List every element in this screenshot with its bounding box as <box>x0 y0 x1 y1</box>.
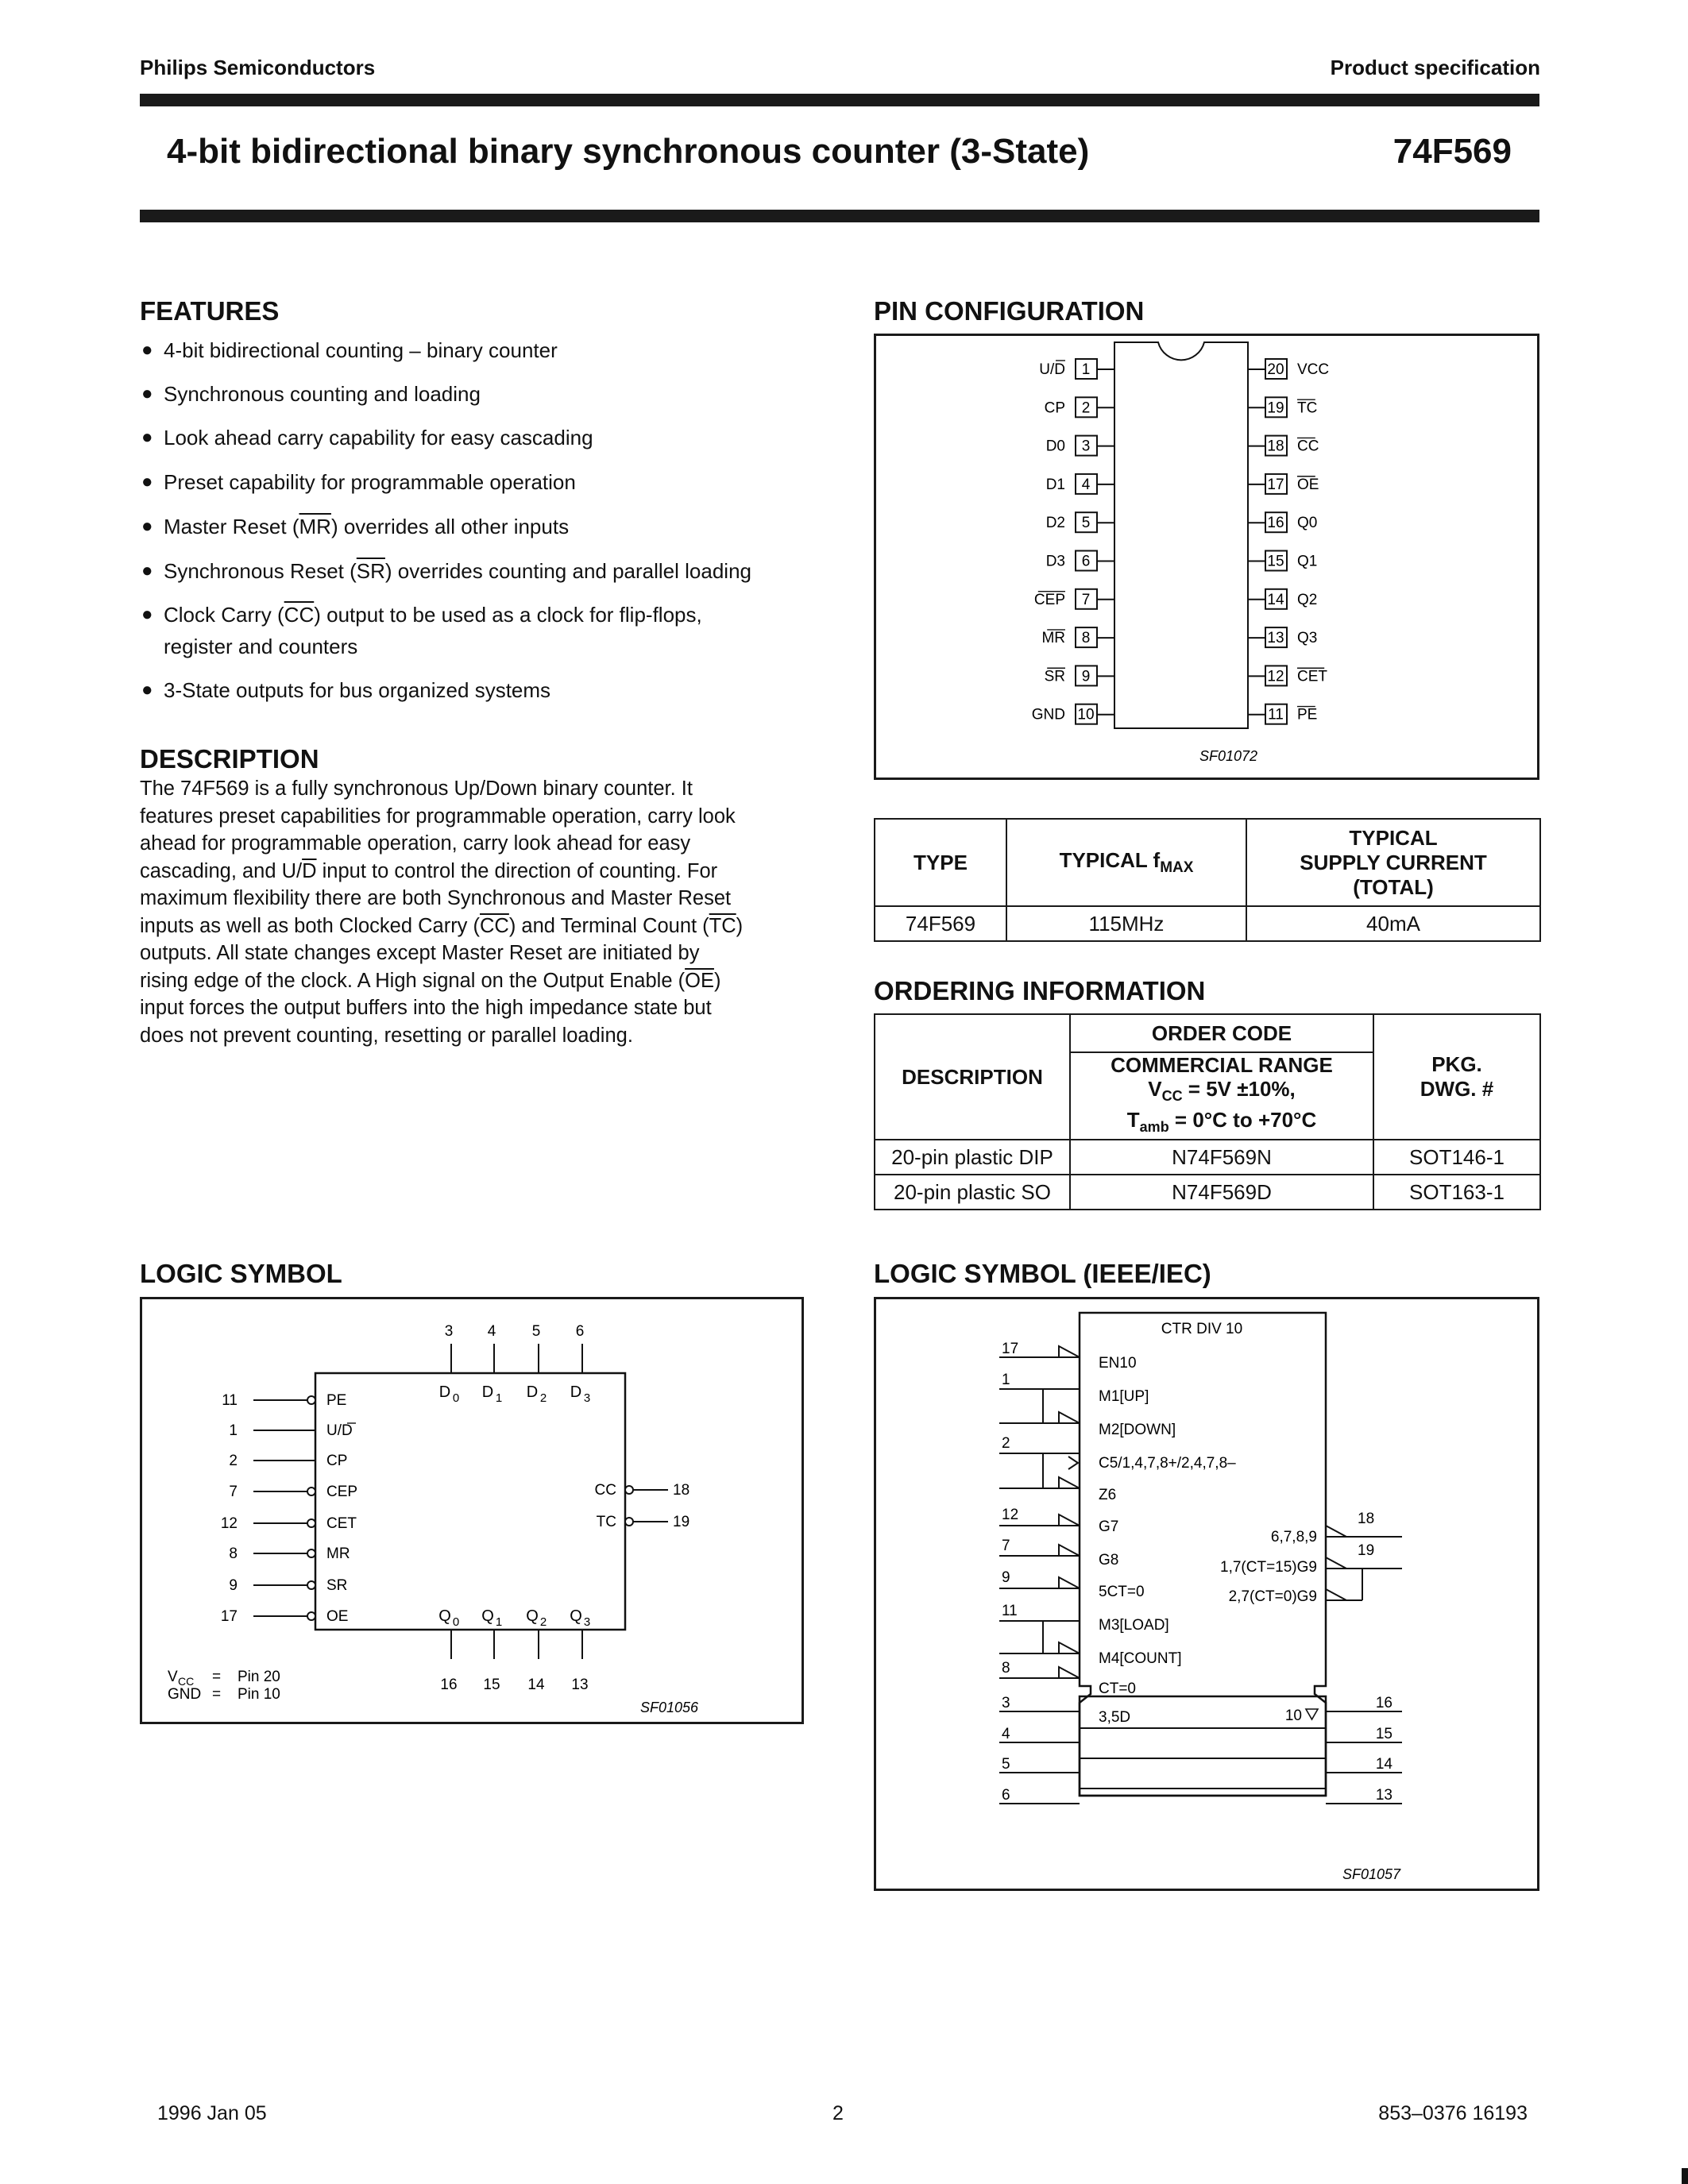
pin-label: D <box>438 1383 451 1401</box>
polarity-indicator <box>1059 1412 1080 1423</box>
pin-label: D <box>570 1383 582 1401</box>
pin-label: Q2 <box>1297 591 1318 608</box>
ieee-label: CT=0 <box>1099 1680 1136 1697</box>
corner-mark <box>1682 2168 1688 2184</box>
polarity-indicator <box>1326 1526 1346 1537</box>
description-line: inputs as well as both Clocked Carry $(\overline{CC})$ and Terminal Count $(\overline{TC})$ <box>140 914 744 937</box>
ieee-output-label: 6,7,8,9 <box>1270 1529 1317 1545</box>
ic-body <box>1114 342 1248 728</box>
pin-config-heading: PIN CONFIGURATION <box>874 296 1145 326</box>
bullet-icon: ● <box>141 471 153 492</box>
ordering-row-code: N74F569N <box>1070 1140 1373 1175</box>
pin-number: 15 <box>483 1677 500 1693</box>
clock-indicator <box>1068 1457 1078 1469</box>
power-equals: = <box>212 1686 222 1703</box>
pin-subscript: 3 <box>583 1615 591 1629</box>
supply-current-header: TYPICAL SUPPLY CURRENT (TOTAL) <box>1246 819 1540 906</box>
ordering-table <box>874 1013 1541 1210</box>
description-heading: DESCRIPTION <box>140 744 319 774</box>
figure-id: SF01056 <box>639 1700 698 1715</box>
logic-symbol-diagram <box>142 1299 802 1722</box>
pin-label: MR <box>326 1545 350 1562</box>
pin-number: 16 <box>1267 515 1284 532</box>
pin-number: 15 <box>1267 553 1284 570</box>
pin-label: D <box>526 1383 539 1401</box>
pin-config-box <box>874 334 1539 780</box>
pin-number: 17 <box>220 1608 238 1625</box>
bullet-icon: ● <box>141 515 153 537</box>
pin-number: 19 <box>1358 1542 1375 1559</box>
pin-number: 8 <box>1002 1660 1010 1677</box>
pin-label: Q <box>481 1607 494 1625</box>
pin-label: Q <box>570 1607 582 1625</box>
pin-number: 1 <box>1081 361 1091 378</box>
pin-subscript: 3 <box>583 1391 591 1405</box>
ieee-label: M1[UP] <box>1099 1388 1149 1405</box>
pin-label: Q1 <box>1297 553 1318 570</box>
figure-id: SF01072 <box>1199 748 1257 764</box>
commercial-range-header: COMMERCIAL RANGE $V_{CC} = 5V \pm 10\%$, $T_{amb} = 0^\circ C$ to +70°C <box>1070 1052 1373 1140</box>
pin-number: 14 <box>527 1677 545 1693</box>
footer-doc-code: 853–0376 16193 <box>1378 2102 1528 2124</box>
pin-number: 4 <box>1002 1726 1010 1742</box>
ordering-row-desc: 20-pin plastic DIP <box>875 1140 1070 1175</box>
header-rule <box>140 94 1539 106</box>
power-pin: Pin 20 <box>238 1669 280 1685</box>
pin-label: Q <box>526 1607 539 1625</box>
ieee-label: M2[DOWN] <box>1099 1422 1176 1438</box>
pin-number: 6 <box>1081 553 1091 570</box>
block-title: CTR DIV 10 <box>1161 1321 1243 1337</box>
pin-number: 7 <box>1081 591 1091 608</box>
block-body <box>315 1373 625 1630</box>
pin-number: 5 <box>1002 1756 1010 1773</box>
pin-number: 13 <box>571 1677 589 1693</box>
pin-label: D1 <box>1045 476 1065 493</box>
pin-number: 5 <box>1081 515 1091 532</box>
pin-label: D3 <box>1045 553 1065 570</box>
fmax-header: TYPICAL $f_{MAX}$ <box>1006 819 1246 906</box>
pin-number: 12 <box>1267 668 1284 685</box>
ieee-output-label: 2,7(CT=0)G9 <box>1228 1588 1317 1605</box>
pin-number: 9 <box>1002 1569 1010 1586</box>
ieee-label: 5CT=0 <box>1099 1584 1145 1600</box>
supply-current-cell: 40mA <box>1246 906 1540 941</box>
ordering-row-pkg: SOT163-1 <box>1373 1175 1540 1210</box>
pin-number: 19 <box>673 1514 690 1530</box>
ieee-label: C5/1,4,7,8+/2,4,7,8– <box>1099 1455 1236 1472</box>
pin-number: 8 <box>1081 630 1091 647</box>
inversion-bubble <box>307 1612 315 1620</box>
part-number: 74F569 <box>1393 132 1512 171</box>
inversion-bubble <box>307 1519 315 1527</box>
pin-label: VCC <box>1297 361 1330 378</box>
pin-subscript: 0 <box>452 1391 460 1405</box>
pin-label: CP <box>326 1453 348 1469</box>
polarity-indicator <box>1059 1642 1080 1653</box>
pin-number: 7 <box>229 1484 238 1500</box>
pin-subscript: 1 <box>495 1615 503 1629</box>
ordering-row-desc: 20-pin plastic SO <box>875 1175 1070 1210</box>
ieee-symbol-diagram <box>876 1299 1537 1889</box>
pin-label: SR <box>326 1577 348 1594</box>
pin-number: 2 <box>1002 1435 1010 1452</box>
pin-label: D0 <box>1045 438 1065 455</box>
pin-subscript: 2 <box>539 1391 547 1405</box>
pin-number: 11 <box>1002 1603 1018 1619</box>
pin-number: 13 <box>1375 1787 1393 1804</box>
ordering-row-code: N74F569D <box>1070 1175 1373 1210</box>
description-line: does not prevent counting, resetting or parallel loading. <box>140 1024 633 1047</box>
inversion-bubble <box>307 1488 315 1495</box>
type-header: TYPE <box>875 819 1006 906</box>
pin-number: 2 <box>229 1453 238 1469</box>
pin-label: CC <box>594 1482 616 1499</box>
pin-label: OE <box>1297 476 1319 493</box>
pin-number: 18 <box>673 1482 690 1499</box>
inversion-bubble <box>307 1396 315 1404</box>
ieee-label: M3[LOAD] <box>1099 1617 1169 1634</box>
bullet-icon: ● <box>141 339 153 361</box>
pin-label: U/D <box>1039 361 1065 378</box>
polarity-indicator <box>1059 1545 1080 1556</box>
ieee-label: G7 <box>1099 1518 1119 1535</box>
pin-label: MR <box>1041 630 1065 647</box>
title-rule <box>140 210 1539 222</box>
pin-number: 17 <box>1267 476 1284 493</box>
description-line: input forces the output buffers into the high impedance state but <box>140 997 712 1019</box>
pin-number: 3 <box>444 1323 454 1340</box>
pin-label: PE <box>1297 706 1318 723</box>
pin-label: CEP <box>1033 591 1065 608</box>
inversion-bubble <box>625 1486 633 1494</box>
pin-number: 2 <box>1081 399 1091 417</box>
footer-page-number: 2 <box>832 2102 844 2124</box>
bullet-icon: ● <box>141 426 153 448</box>
pin-label: CET <box>1297 668 1327 685</box>
pkg-header: PKG. DWG. # <box>1373 1014 1540 1140</box>
features-heading: FEATURES <box>140 296 280 326</box>
footer-date: 1996 Jan 05 <box>157 2102 267 2124</box>
type-cell: 74F569 <box>875 906 1006 941</box>
pin-subscript: 0 <box>452 1615 460 1629</box>
pin-label: PE <box>326 1392 347 1409</box>
pin-number: 13 <box>1267 630 1284 647</box>
pin-number: 11 <box>1268 706 1284 723</box>
pin-number: 4 <box>487 1323 496 1340</box>
pin-number: 16 <box>1375 1695 1393 1711</box>
pin-number: 16 <box>440 1677 458 1693</box>
power-subscript: CC <box>178 1675 195 1688</box>
pin-number: 8 <box>229 1545 238 1562</box>
fmax-cell: 115MHz <box>1006 906 1246 941</box>
ieee-symbol-heading: LOGIC SYMBOL (IEEE/IEC) <box>874 1259 1211 1288</box>
description-line: outputs. All state changes except Master Reset are initiated by <box>140 942 700 964</box>
inversion-bubble <box>307 1581 315 1589</box>
header-doc-type: Product specification <box>1330 56 1540 79</box>
pin-number: 3 <box>1081 438 1091 455</box>
pin-label: CET <box>326 1515 357 1532</box>
three-state-icon <box>1306 1709 1318 1719</box>
pin-number: 18 <box>1267 438 1284 455</box>
pin-number: 18 <box>1358 1511 1375 1527</box>
description-line: The 74F569 is a fully synchronous Up/Down binary counter. It <box>140 778 693 800</box>
pin-number: 9 <box>1081 668 1091 685</box>
bullet-icon: ● <box>141 383 153 404</box>
polarity-indicator <box>1059 1477 1080 1488</box>
pin-number: 17 <box>1002 1341 1019 1357</box>
power-label: V <box>168 1669 178 1685</box>
description-line: features preset capabilities for programmable operation, carry look <box>140 805 736 828</box>
power-equals: = <box>212 1669 222 1685</box>
pin-label: TC <box>596 1514 616 1530</box>
figure-id: SF01057 <box>1342 1866 1400 1882</box>
pin-label: Q <box>438 1607 451 1625</box>
ordering-row-pkg: SOT146-1 <box>1373 1140 1540 1175</box>
bullet-icon: ● <box>141 679 153 700</box>
pin-number: 3 <box>1002 1695 1010 1711</box>
pin-number: 6 <box>1002 1787 1010 1804</box>
pin-number: 1 <box>1002 1372 1010 1388</box>
description-line: cascading, and $U/\overline{D}$ input to control the direction of counting. For <box>140 859 718 882</box>
pin-number: 5 <box>531 1323 541 1340</box>
pin-number: 14 <box>1267 591 1284 608</box>
polarity-indicator <box>1059 1667 1080 1678</box>
pin-label: D2 <box>1045 515 1065 532</box>
pin-number: 6 <box>575 1323 585 1340</box>
pin-config-diagram <box>876 336 1537 778</box>
pin-number: 19 <box>1267 399 1284 417</box>
pin-number: 20 <box>1267 361 1284 378</box>
polarity-indicator <box>1059 1515 1080 1526</box>
order-code-header: ORDER CODE <box>1070 1014 1373 1052</box>
inversion-bubble <box>625 1518 633 1526</box>
pin-label: SR <box>1044 668 1065 685</box>
power-pin: Pin 10 <box>238 1686 280 1703</box>
polarity-indicator <box>1326 1557 1346 1569</box>
bullet-icon: ● <box>141 560 153 581</box>
ieee-label: G8 <box>1099 1552 1119 1569</box>
pin-subscript: 2 <box>539 1615 547 1629</box>
pin-number: 1 <box>229 1422 238 1439</box>
inversion-bubble <box>307 1549 315 1557</box>
pin-subscript: 1 <box>495 1391 503 1405</box>
page-title: 4-bit bidirectional binary synchronous counter (3-State) <box>167 132 1090 171</box>
polarity-indicator <box>1059 1346 1080 1357</box>
header-company: Philips Semiconductors <box>140 56 376 79</box>
ordering-heading: ORDERING INFORMATION <box>874 976 1206 1005</box>
pin-number: 10 <box>1077 706 1095 723</box>
pin-label: TC <box>1297 399 1318 417</box>
ieee-label: M4[COUNT] <box>1099 1650 1182 1667</box>
pin-label: Q3 <box>1297 630 1318 647</box>
ieee-label: EN10 <box>1099 1355 1137 1372</box>
pin-number: 11 <box>222 1392 238 1409</box>
pin-number: 15 <box>1375 1726 1393 1742</box>
pin-label: GND <box>1031 706 1065 723</box>
description-text <box>140 775 823 1049</box>
pin-label: OE <box>326 1608 349 1625</box>
bullet-icon: ● <box>141 604 153 625</box>
description-line: rising edge of the clock. A High signal on the Output Enable $(\overline{OE})$ <box>140 969 721 992</box>
pin-number: 14 <box>1375 1756 1393 1773</box>
type-table <box>874 818 1541 942</box>
pin-label: CP <box>1044 399 1065 417</box>
ordering-description-header: DESCRIPTION <box>875 1014 1070 1140</box>
logic-symbol-box <box>140 1297 804 1724</box>
pin-label: CC <box>1297 438 1319 455</box>
ieee-symbol-box <box>874 1297 1539 1891</box>
ieee-output-label: 1,7(CT=15)G9 <box>1220 1559 1317 1576</box>
polarity-indicator <box>1326 1589 1346 1600</box>
pin-number: 7 <box>1002 1538 1010 1554</box>
description-line: ahead for programmable operation, carry look ahead for easy <box>140 832 691 855</box>
pin-label: CEP <box>326 1484 358 1500</box>
logic-symbol-heading: LOGIC SYMBOL <box>140 1259 342 1288</box>
pin-number: 12 <box>220 1515 238 1532</box>
pin-label: D <box>481 1383 494 1401</box>
pin-label: U/D <box>326 1422 353 1439</box>
pin-number: 4 <box>1081 476 1091 493</box>
polarity-indicator <box>1059 1577 1080 1588</box>
pin-number: 9 <box>229 1577 238 1594</box>
ieee-data-out-label: 10 <box>1284 1707 1302 1724</box>
pin-number: 12 <box>1002 1507 1019 1523</box>
power-label: GND <box>168 1686 202 1703</box>
ieee-data-label: 3,5D <box>1099 1709 1131 1726</box>
pin-label: Q0 <box>1297 515 1318 532</box>
ieee-label: Z6 <box>1099 1487 1117 1503</box>
features-list: ● 4-bit bidirectional counting – binary counter ● Synchronous counting and loading ● Look ahead carry capability for easy cascading ● Preset capability for programmable operation ● Master Reset $(\overline{MR})$ overrides all other inputs ● Synchronous Reset $(\overline{SR})$ overrides counting and parallel loading ● Clock Carry $(\overline{CC})$ output to be used as a clock for flip-flops, register and counters ● 3-State outputs for bus organized systems <box>141 338 751 702</box>
description-line: maximum flexibility there are both Synchronous and Master Reset <box>140 887 732 909</box>
